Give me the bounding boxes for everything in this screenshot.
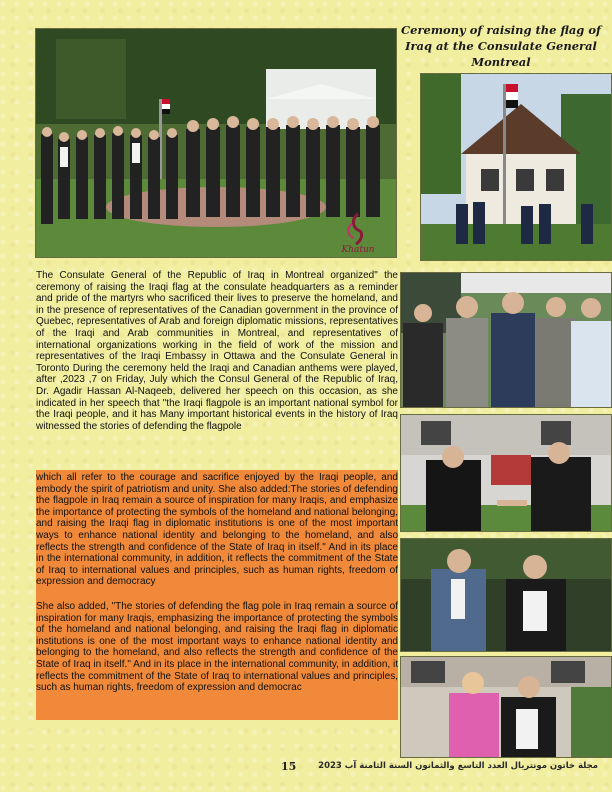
logo-wordmark: Khatun [341,245,375,254]
handshake-photo [400,414,612,532]
women-photo [400,656,612,758]
article-paragraph-2: which all refer to the courage and sacrifice enjoyed by the Iraqi people, and embody the spirit of patriotism and unity. She also added:The stories of defending the flagpole in Iraq remain a source of inspiration for many Iraqis, and emphasize the importance of protecting the symbols of the homeland and national belonging, and raising the Iraqi flag in diplomatic institutions is one of the most important ways to enhance national identity and belonging to the homeland, and also reflects the strength and confidence of the State of Iraq in itself." And in its place in the international community, in addition, it reflects the commitment of the State of Iraq to international values and principles, such as human rights, freedom of expression and democracy [36,472,398,588]
khatun-logo [328,210,388,254]
heading-line-1: Ceremony of raising the flag of [401,23,601,37]
article-paragraph-1: The Consulate General of the Republic of Iraq in Montreal organized" the ceremony of raising the Iraqi flag at the consulate headquarters as a reminder and pride of the martyrs who sacrificed their lives to preserve the homeland, and in the presence of representatives of the Canadian government in the province of Quebec, representatives of Arab and foreign diplomatic missions, representatives of the Iraqi and Arab communities in Montreal, and representatives of international organizations working in the field of work of the mission and representatives of the Iraqi Embassy in Ottawa and the Consulate General in Toronto During the ceremony held the Iraqi and Canadian anthems were played, after ,2023 ,7 on Friday, July which the Consul General of the Republic of Iraq, Dr. Agadir Hassan Al-Naqeeb, delivered her speech on this occasion, as she indicated in her speech that "the Iraqi flagpole is an important national symbol for the Iraqi people, and it has Many important historical events in the history of Iraq witnessed the stories of defending the flagpole [36,270,398,432]
officials-photo [400,272,612,408]
heading-line-2: Iraq at the Consulate General [405,39,597,53]
article-paragraph-3: She also added, "The stories of defending the flag pole in Iraq remain a source of inspiration for many Iraqis, emphasizing the importance of protecting the symbols of the homeland and national belonging, and raising the Iraqi flag in diplomatic institutions is one of the most important ways to enhance national identity and belonging to the homeland, and also reflects the strength and confidence of the State of Iraq in itself." And in its place in the international community, in addition, it reflects the commitment of the State of Iraq to international values and principles, such as human rights, freedom of expression and democrac [36,601,398,694]
footer-caption: مجلة خاتون مونتريال العدد التاسع والثمانون السنة الثامنة آب 2023 [318,761,598,771]
couple-photo [400,538,612,652]
flag-house-photo [420,73,612,261]
article-heading [398,22,604,70]
heading-line-3: Montreal [471,55,531,69]
page-number: 15 [281,760,297,773]
